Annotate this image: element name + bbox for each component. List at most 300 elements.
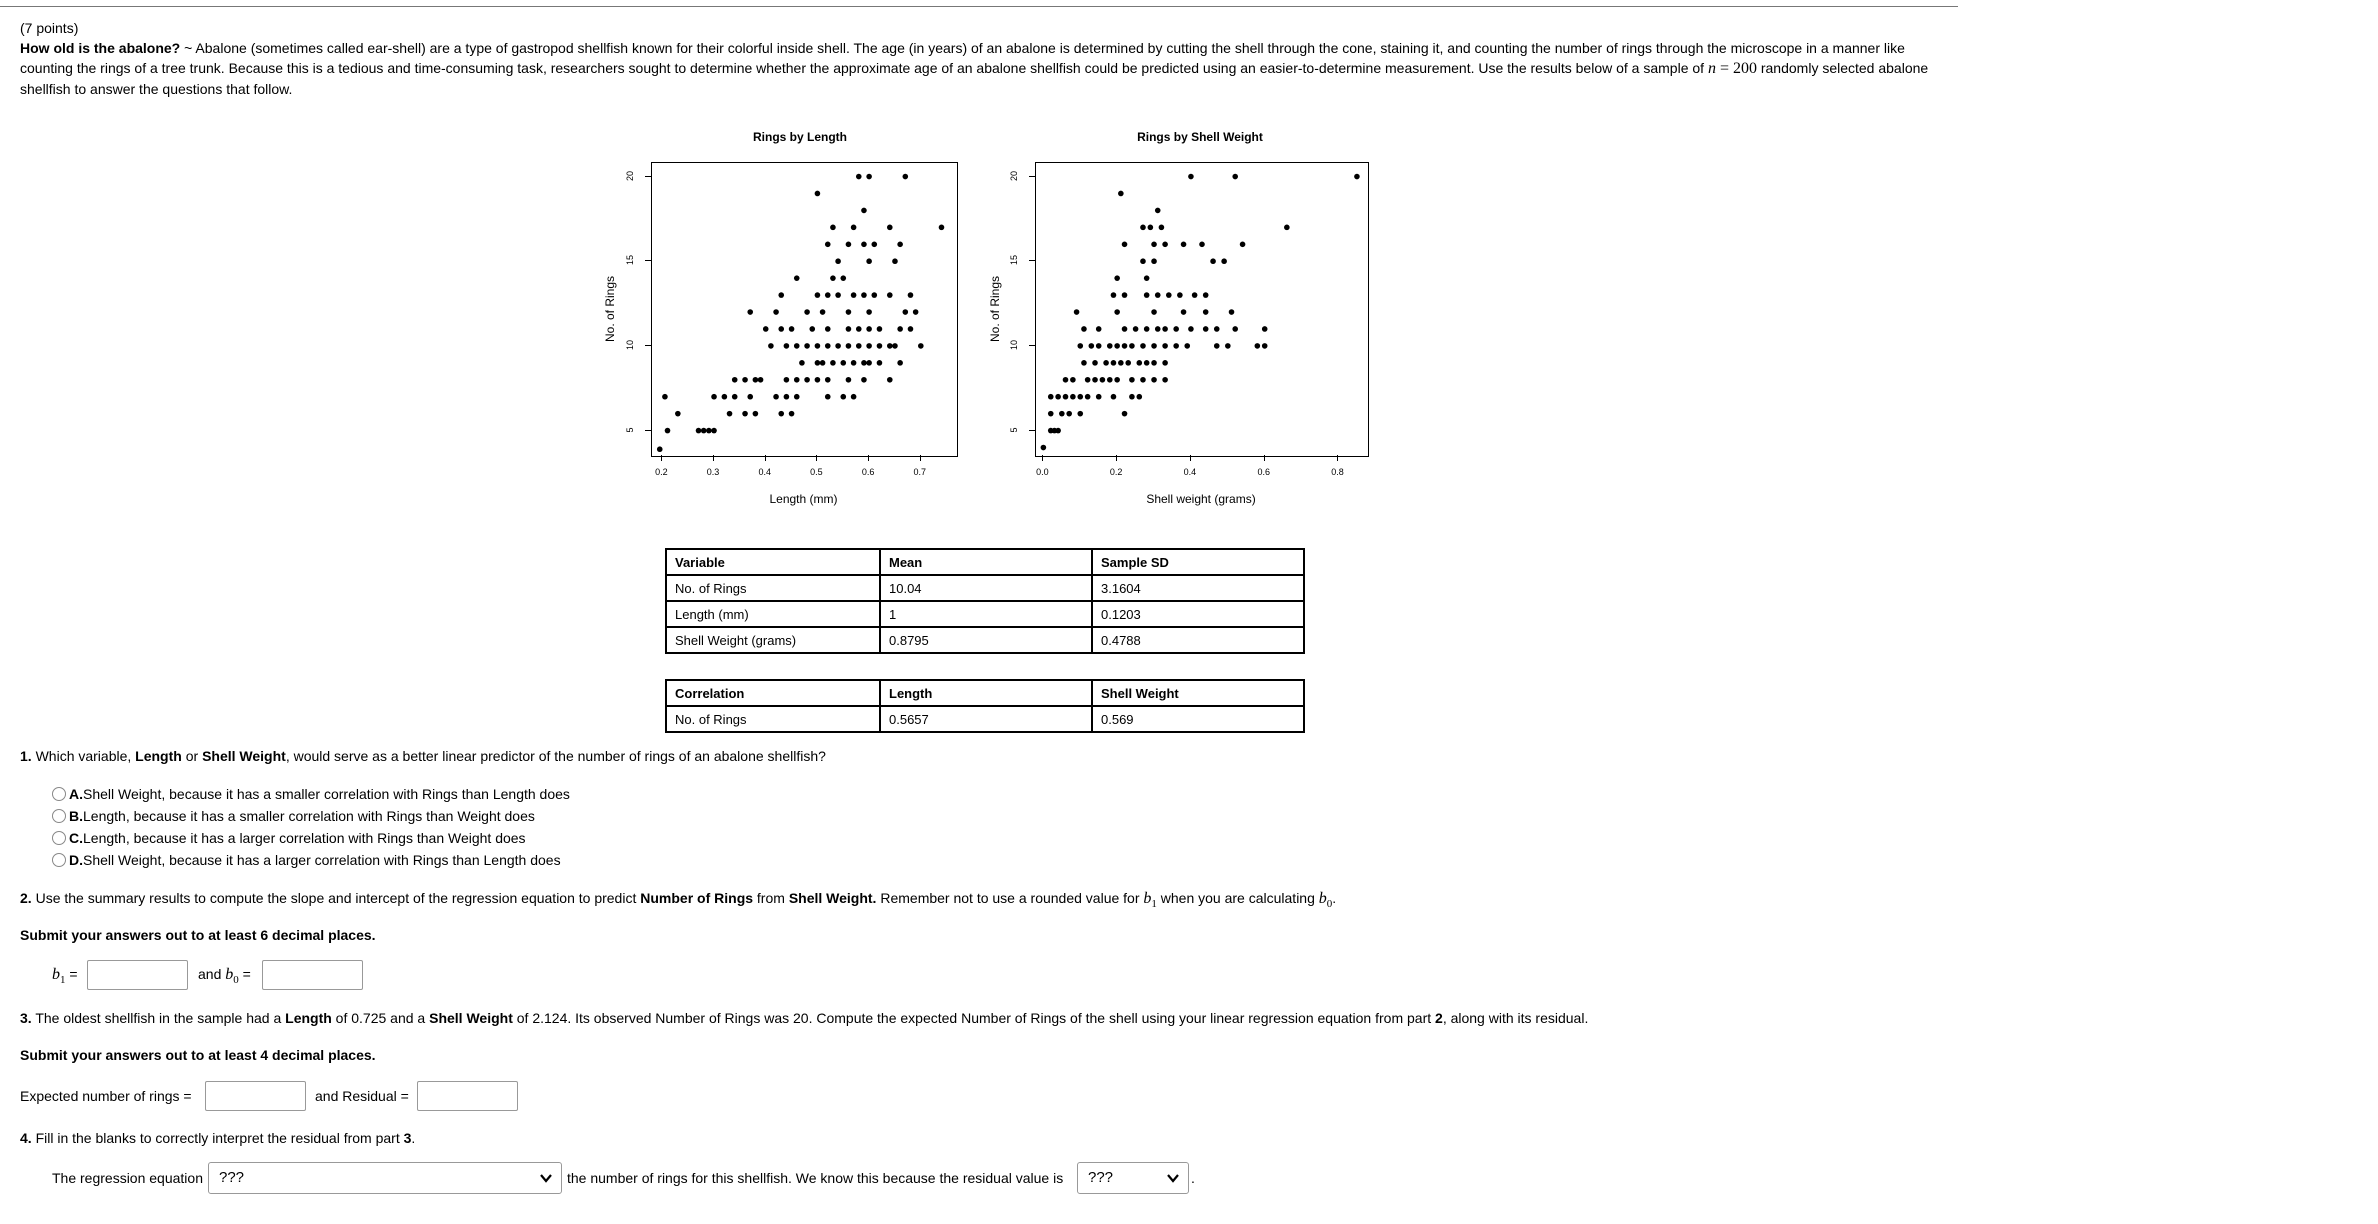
table-cell: 10.04 [880,575,1092,601]
scatter-point [804,343,810,349]
scatter-point [727,411,733,417]
scatter-point [840,275,846,281]
question-2 [20,890,1336,910]
scatter-point [1162,343,1168,349]
option-a[interactable] [52,786,570,802]
scatter-point [815,191,821,197]
scatter-point [804,309,810,315]
q4-mid-text: the number of rings for this shellfish. We know this because the residual value is [567,1170,1064,1186]
scatter-point [856,174,862,180]
x-tick-label: 0.7 [913,467,927,477]
scatter-point [1118,360,1124,366]
scatter-point [897,326,903,332]
b1-label [52,966,78,986]
option-letter: B. [69,808,83,824]
radio-b[interactable] [52,809,66,823]
scatter-point [908,326,914,332]
intro-block [20,18,1960,99]
scatter-point [1111,360,1117,366]
scatter-point [753,411,759,417]
q1-number: 1. [20,748,32,764]
scatter-point [897,241,903,247]
n-variable: n [1707,60,1716,77]
scatter-point [861,377,867,383]
scatter-point [1140,343,1146,349]
scatter-point [1111,394,1117,400]
q1-bold: Shell Weight [202,748,286,764]
q4-text: Fill in the blanks to correctly interpret the residual from part [31,1130,404,1146]
scatter-point [1151,377,1157,383]
scatter-point [861,208,867,214]
scatter-point [809,326,815,332]
scatter-point [1188,326,1194,332]
q2-number: 2. [20,890,32,906]
scatter-point [1085,377,1091,383]
scatter-point [866,309,872,315]
scatter-point [825,377,831,383]
q4-bold: 3 [403,1130,412,1146]
x-tick-label: 0.3 [706,467,720,477]
scatter-point [1136,394,1142,400]
scatter-point [722,394,728,400]
scatter-point [778,292,784,298]
scatter-point [887,343,893,349]
scatter-point [861,292,867,298]
x-tick-label: 0.6 [861,467,875,477]
scatter-point [1162,326,1168,332]
scatter-point [1159,225,1165,231]
radio-a[interactable] [52,787,66,801]
chart1-plot-area [651,162,958,457]
q3-submit-note [20,1047,376,1063]
b1-label-sub: 1 [60,973,66,986]
scatter-point [1136,360,1142,366]
q3-text: of 2.124. Its observed Number of Rings was 20. Compute the expected Number of Rings of the shell using your linear regression equation from part [512,1010,1436,1026]
chart1-ylabel: No. of Rings [603,275,617,343]
scatter-point [1255,343,1261,349]
scatter-point [1284,225,1290,231]
scatter-point [815,360,821,366]
scatter-point [768,343,774,349]
expected-label: Expected number of rings = [20,1088,192,1104]
scatter-point [1063,394,1069,400]
scatter-point [1155,292,1161,298]
scatter-point [1077,411,1083,417]
points-label: (7 points) [20,20,79,36]
scatter-point [711,428,717,434]
radio-d[interactable] [52,853,66,867]
x-tick-label: 0.2 [1109,467,1123,477]
q2-submit-text: Submit your answers out to at least 6 decimal places. [20,927,376,943]
scatter-point [1214,343,1220,349]
scatter-point [1162,377,1168,383]
q3-number: 3. [20,1010,32,1026]
scatter-point [804,377,810,383]
scatter-point [1092,377,1098,383]
correlation-header-row [666,680,1304,706]
scatter-point [846,309,852,315]
table-cell: 0.1203 [1092,601,1304,627]
scatter-point [897,360,903,366]
chart1-xlabel: Length (mm) [769,492,838,506]
correlation-header: Correlation [666,680,880,706]
scatter-point [1181,309,1187,315]
scatter-point [913,309,919,315]
scatter-point [830,225,836,231]
chart1-title: Rings by Length [753,130,847,144]
scatter-point [840,360,846,366]
intro-sep: ~ [180,40,196,56]
scatter-point [892,258,898,264]
scatter-point [918,343,924,349]
scatter-point [1151,343,1157,349]
scatter-point [1140,225,1146,231]
scatter-point [903,174,909,180]
x-tick-label: 0.5 [810,467,823,477]
q2-submit-note [20,927,376,943]
q4-text: . [411,1130,416,1146]
radio-c[interactable] [52,831,66,845]
x-tick-mark [1042,455,1043,461]
scatter-point [1177,292,1183,298]
q3-bold: Length [285,1010,332,1026]
summary-table [665,548,1305,654]
scatter-point [825,241,831,247]
q4-end-period: . [1191,1170,1195,1186]
scatter-point [1173,343,1179,349]
y-tick-label: 10 [625,339,635,350]
q2-text: Remember not to use a rounded value for [876,890,1144,906]
q2-text: when you are calculating [1156,890,1319,906]
y-tick-label: 20 [625,170,635,181]
scatter-point [1210,258,1216,264]
scatter-point [799,360,805,366]
scatter-point [825,394,831,400]
scatter-point [851,394,857,400]
scatter-point [1089,343,1095,349]
residual-sign-select[interactable] [1077,1162,1189,1194]
scatter-point [1354,174,1360,180]
scatter-point [706,428,712,434]
scatter-point [1041,445,1047,451]
scatter-point [1162,241,1168,247]
option-text: Length, because it has a smaller correlation with Rings than Weight does [83,808,535,824]
expected-rings-input[interactable] [205,1081,306,1111]
scatter-point [861,241,867,247]
scatter-point [1229,309,1235,315]
y-tick-mark [645,430,651,431]
x-tick-mark [868,455,869,461]
intro-text2: randomly selected abalone shellfish to answer the questions that follow. [20,60,1929,97]
option-c[interactable] [52,830,526,846]
b1-subscript: 1 [1151,897,1157,910]
correlation-header: Length [880,680,1092,706]
scatter-point [747,394,753,400]
option-text: Length, because it has a larger correlation with Rings than Weight does [83,830,526,846]
scatter-point [887,292,893,298]
table-cell: 1 [880,601,1092,627]
top-divider [0,6,1958,7]
y-tick-label: 15 [625,255,635,266]
scatter-point [820,360,826,366]
scatter-point [675,411,681,417]
scatter-point [1151,360,1157,366]
table-cell: 3.1604 [1092,575,1304,601]
chart2-ylabel: No. of Rings [988,275,1002,343]
scatter-point [825,343,831,349]
b1-label-symbol: b [52,966,60,983]
option-text: Shell Weight, because it has a larger correlation with Rings than Length does [83,852,561,868]
scatter-point [1081,326,1087,332]
q1-text: or [181,748,203,764]
option-letter: A. [69,786,83,802]
table-row [666,706,1304,732]
n-equals: = 200 [1715,60,1757,77]
scatter-point [1048,411,1054,417]
scatter-point [1070,394,1076,400]
scatter-point [794,343,800,349]
scatter-point [1181,241,1187,247]
scatter-point [1122,292,1128,298]
table-cell: 0.4788 [1092,627,1304,653]
scatter-point [789,326,795,332]
scatter-point [763,326,769,332]
scatter-point [732,394,738,400]
scatter-point [1140,377,1146,383]
scatter-point [830,275,836,281]
b0-input[interactable] [262,960,363,990]
q1-bold: Length [135,748,182,764]
scatter-point [835,292,841,298]
scatter-point [1063,377,1069,383]
scatter-point [1096,326,1102,332]
scatter-point [825,326,831,332]
scatter-point [866,174,872,180]
scatter-point [856,343,862,349]
table-row [666,601,1304,627]
table-cell: No. of Rings [666,575,880,601]
table-row [666,575,1304,601]
b0-symbol: b [1318,890,1327,907]
scatter-point [1118,191,1124,197]
intro-text1: Abalone (sometimes called ear-shell) are a type of gastropod shellfish known for their colorful inside shell. The age (in years) of an abalone is determined by cutting the shell through the cone, staining it, and counting the number of rings through the microscope in a manner like counting the rings of a tree trunk. Because this is a tedious and time-consuming task, researchers sought to determine whether the approximate age of an abalone shellfish could be predicted using an easier-to-determine measurement. Use the results below of a sample of [20,40,1905,76]
scatter-point [1240,241,1246,247]
scatter-point [1114,309,1120,315]
summary-header: Sample SD [1092,549,1304,575]
scatter-point [1122,326,1128,332]
scatter-point [1166,292,1172,298]
y-tick-mark [1029,430,1035,431]
scatter-point [877,360,883,366]
scatter-point [665,428,671,434]
interpretation-select[interactable] [208,1162,562,1194]
scatter-point [1144,292,1150,298]
scatter-point [662,394,668,400]
q2-bold: Shell Weight. [788,890,877,906]
scatter-point [877,326,883,332]
scatter-point [1203,309,1209,315]
x-tick-mark [920,455,921,461]
correlation-header: Shell Weight [1092,680,1304,706]
chart2-svg [1036,163,1368,456]
scatter-point [1055,394,1061,400]
y-tick-mark [1029,260,1035,261]
scatter-point [1107,343,1113,349]
scatter-point [773,309,779,315]
scatter-point [815,377,821,383]
y-tick-mark [1029,176,1035,177]
q3-text: , along with its residual. [1442,1010,1589,1026]
scatter-point [789,411,795,417]
table-cell: No. of Rings [666,706,880,732]
scatter-point [1151,309,1157,315]
scatter-point [742,411,748,417]
scatter-point [794,377,800,383]
scatter-point [825,292,831,298]
chart1-svg [652,163,957,456]
y-tick-mark [645,176,651,177]
x-tick-mark [816,455,817,461]
scatter-point [1173,326,1179,332]
residual-label: and Residual = [315,1088,409,1104]
b1-label-eq: = [65,966,78,982]
scatter-point [846,377,852,383]
scatter-point [742,377,748,383]
scatter-point [1077,394,1083,400]
scatter-point [1214,326,1220,332]
question-1 [20,748,826,764]
scatter-point [1184,343,1190,349]
scatter-point [1129,377,1135,383]
scatter-point [1144,360,1150,366]
table-cell: 0.8795 [880,627,1092,653]
x-tick-label: 0.8 [1331,467,1344,477]
option-b[interactable] [52,808,535,824]
scatter-point [1140,258,1146,264]
q3-bold: Shell Weight [429,1010,513,1026]
x-tick-label: 0.6 [1257,467,1270,477]
scatter-point [1155,326,1161,332]
scatter-point [939,225,945,231]
regression-equation-label: The regression equation [52,1170,203,1186]
scatter-point [701,428,707,434]
x-tick-mark [713,455,714,461]
scatter-point [1114,275,1120,281]
scatter-point [892,343,898,349]
scatter-point [846,241,852,247]
b1-symbol: b [1143,890,1152,907]
x-tick-label: 0.4 [1183,467,1197,477]
b0-subscript: 0 [1326,897,1333,910]
scatter-point [1151,241,1157,247]
q3-submit-text: Submit your answers out to at least 4 decimal places. [20,1047,376,1063]
scatter-point [784,377,790,383]
scatter-point [835,343,841,349]
option-letter: C. [69,830,83,846]
scatter-point [778,411,784,417]
x-tick-mark [765,455,766,461]
scatter-point [887,225,893,231]
scatter-point [1114,343,1120,349]
intro-title: How old is the abalone? [20,40,181,56]
scatter-point [887,377,893,383]
scatter-point [1129,343,1135,349]
table-cell: Length (mm) [666,601,880,627]
scatter-point [1122,343,1128,349]
residual-sign-select-value: ??? [1088,1169,1114,1186]
scatter-point [840,394,846,400]
x-tick-mark [1337,455,1338,461]
scatter-point [753,377,759,383]
x-tick-mark [1116,455,1117,461]
scatter-point [1103,360,1109,366]
scatter-point [1055,428,1061,434]
scatter-point [1122,411,1128,417]
scatter-point [866,326,872,332]
q4-number: 4. [20,1130,32,1146]
scatter-point [851,360,857,366]
scatter-point [1192,292,1198,298]
summary-header-row [666,549,1304,575]
scatter-point [856,326,862,332]
scatter-point [866,343,872,349]
x-tick-label: 0.2 [655,467,668,477]
scatter-point [732,377,738,383]
q3-bold: 2 [1435,1010,1443,1026]
scatter-point [1225,343,1231,349]
scatter-point [696,428,702,434]
table-cell: Shell Weight (grams) [666,627,880,653]
and-label: and [198,966,226,982]
x-tick-mark [661,455,662,461]
scatter-point [1114,377,1120,383]
scatter-point [835,258,841,264]
scatter-point [1096,343,1102,349]
scatter-point [1059,411,1065,417]
scatter-point [1188,174,1194,180]
x-tick-label: 0.0 [1036,467,1049,477]
scatter-point [866,258,872,264]
residual-input[interactable] [417,1081,518,1111]
scatter-point [830,360,836,366]
scatter-point [851,225,857,231]
scatter-point [820,309,826,315]
option-d[interactable] [52,852,561,868]
scatter-point [1048,394,1054,400]
y-tick-label: 5 [1009,427,1019,433]
scatter-point [851,292,857,298]
question-3 [20,1010,1588,1026]
chart2-plot-area [1035,162,1369,457]
scatter-point [815,292,821,298]
scatter-point [1129,394,1135,400]
scatter-point [903,309,909,315]
scatter-point [846,326,852,332]
scatter-point [1111,292,1117,298]
y-tick-label: 5 [625,427,635,433]
scatter-point [866,360,872,366]
scatter-point [877,343,883,349]
table-cell: 0.5657 [880,706,1092,732]
scatter-point [1077,343,1083,349]
scatter-point [815,343,821,349]
b1-input[interactable] [87,960,188,990]
x-tick-label: 0.4 [758,467,771,477]
scatter-point [1262,326,1268,332]
scatter-point [1096,394,1102,400]
scatter-point [1162,360,1168,366]
scatter-point [1070,377,1076,383]
